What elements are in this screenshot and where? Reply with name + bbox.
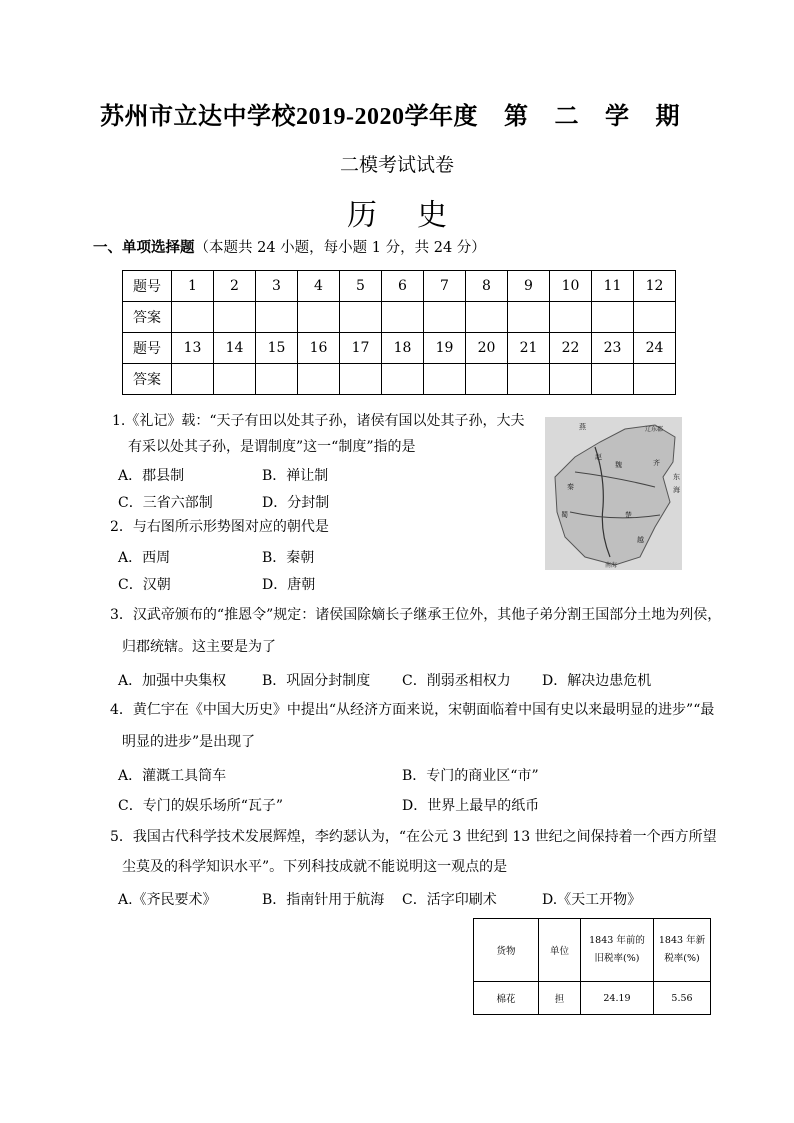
q2-option-c[interactable]: C．汉朝 <box>118 577 171 593</box>
qnum-cell: 5 <box>340 271 382 302</box>
qnum-cell: 1 <box>172 271 214 302</box>
qnum-cell: 3 <box>256 271 298 302</box>
answer-cell[interactable] <box>256 302 298 333</box>
new-rate-line2: 税率(%) <box>664 953 700 964</box>
qnum-cell: 21 <box>508 333 550 364</box>
answer-grid <box>122 270 676 395</box>
q5-option-b[interactable]: B．指南针用于航海 <box>262 892 385 908</box>
qnum-cell: 22 <box>550 333 592 364</box>
map-label-3: 齐 <box>653 459 660 467</box>
q4-option-b[interactable]: B．专门的商业区“市” <box>402 768 539 784</box>
question-4-line-2: 明显的进步”是出现了 <box>122 734 256 750</box>
answer-cell[interactable] <box>172 302 214 333</box>
qnum-cell: 20 <box>466 333 508 364</box>
question-5-line-2: 尘莫及的科学知识水平”。下列科技成就不能说明这一观点的是 <box>122 859 508 875</box>
q4-option-a[interactable]: A．灌溉工具筒车 <box>118 768 227 784</box>
title-year: 2019-2020 <box>296 104 405 130</box>
tariff-header-row <box>474 919 711 982</box>
title-term-1: 第 <box>504 101 529 130</box>
answer-cell[interactable] <box>172 364 214 395</box>
qnum-cell: 17 <box>340 333 382 364</box>
new-rate-line1: 1843 年新 <box>658 935 706 946</box>
qnum-cell: 23 <box>592 333 634 364</box>
answer-cell[interactable] <box>634 364 676 395</box>
answer-cell[interactable] <box>256 364 298 395</box>
q3-option-a[interactable]: A．加强中央集权 <box>118 673 227 689</box>
answer-cell[interactable] <box>214 302 256 333</box>
answer-grid-row-q1 <box>123 271 676 302</box>
answer-cell[interactable] <box>382 364 424 395</box>
qnum-cell: 9 <box>508 271 550 302</box>
tariff-header-unit: 单位 <box>539 919 581 982</box>
tariff-cell-new-rate: 5.56 <box>654 982 711 1015</box>
qnum-cell: 2 <box>214 271 256 302</box>
qnum-cell: 11 <box>592 271 634 302</box>
map-label-2: 辽东郡 <box>645 426 664 433</box>
answer-cell[interactable] <box>424 302 466 333</box>
answer-cell[interactable] <box>508 364 550 395</box>
map-label-1: 燕 <box>579 423 586 431</box>
qnum-cell: 6 <box>382 271 424 302</box>
section-heading <box>93 236 486 257</box>
title-term-4: 期 <box>655 101 680 130</box>
q1-option-a[interactable]: A．郡县制 <box>118 468 185 484</box>
map-label-10: 南海 <box>605 562 618 569</box>
q3-option-c[interactable]: C．削弱丞相权力 <box>402 673 511 689</box>
answer-cell[interactable] <box>634 302 676 333</box>
answer-cell[interactable] <box>298 364 340 395</box>
q3-option-b[interactable]: B．巩固分封制度 <box>262 673 371 689</box>
row-label-answer: 答案 <box>123 364 172 395</box>
old-rate-line2: 旧税率(%) <box>594 953 640 964</box>
row-label-question: 题号 <box>123 333 172 364</box>
map-label-8: 秦 <box>567 483 574 491</box>
tariff-row <box>474 982 711 1015</box>
map-label-5: 赵 <box>595 453 602 461</box>
q1-option-d[interactable]: D．分封制 <box>262 495 330 511</box>
map-label-6: 楚 <box>625 511 632 519</box>
answer-grid-row-q2 <box>123 333 676 364</box>
question-1-line-2: 有采以处其子孙，是谓制度”这一“制度”指的是 <box>128 439 416 455</box>
answer-cell[interactable] <box>214 364 256 395</box>
qnum-cell: 4 <box>298 271 340 302</box>
question-4-line-1: 4．黄仁宇在《中国大历史》中提出“从经济方面来说，宋朝面临着中国有史以来最明显的进步”“最 <box>110 702 715 718</box>
qnum-cell: 16 <box>298 333 340 364</box>
map-drawing <box>545 417 682 570</box>
answer-cell[interactable] <box>340 302 382 333</box>
answer-cell[interactable] <box>550 302 592 333</box>
q1-option-c[interactable]: C．三省六部制 <box>118 495 213 511</box>
answer-cell[interactable] <box>592 364 634 395</box>
q1-option-b[interactable]: B．禅让制 <box>262 468 329 484</box>
q5-option-c[interactable]: C．活字印刷术 <box>402 892 497 908</box>
q4-option-c[interactable]: C．专门的娱乐场所“瓦子” <box>118 798 284 814</box>
q5-option-d[interactable]: D.《天工开物》 <box>542 892 642 908</box>
title-term-2: 二 <box>554 101 579 130</box>
question-5-line-1: 5．我国古代科学技术发展辉煌，李约瑟认为，“在公元 3 世纪到 13 世纪之间保持着一个西方所望 <box>110 829 717 845</box>
qnum-cell: 18 <box>382 333 424 364</box>
map-label-4: 魏 <box>615 461 622 469</box>
answer-cell[interactable] <box>508 302 550 333</box>
answer-cell[interactable] <box>466 302 508 333</box>
qnum-cell: 8 <box>466 271 508 302</box>
row-label-question: 题号 <box>123 271 172 302</box>
answer-grid-row-a1 <box>123 302 676 333</box>
q5-option-a[interactable]: A.《齐民要术》 <box>118 892 217 908</box>
exam-subtitle: 二模考试试卷 <box>339 154 454 176</box>
qnum-cell: 14 <box>214 333 256 364</box>
qnum-cell: 12 <box>634 271 676 302</box>
q3-option-d[interactable]: D．解决边患危机 <box>542 673 652 689</box>
answer-cell[interactable] <box>298 302 340 333</box>
question-2-line-1: 2．与右图所示形势图对应的朝代是 <box>110 519 329 535</box>
tariff-header-goods: 货物 <box>474 919 539 982</box>
territory-map <box>545 417 682 570</box>
answer-cell[interactable] <box>382 302 424 333</box>
section-note: （本题共 24 小题，每小题 1 分，共 24 分） <box>194 240 486 256</box>
q4-option-d[interactable]: D．世界上最早的纸币 <box>402 798 540 814</box>
tariff-cell-old-rate: 24.19 <box>581 982 654 1015</box>
exam-title <box>100 96 700 131</box>
answer-cell[interactable] <box>592 302 634 333</box>
answer-cell[interactable] <box>466 364 508 395</box>
tariff-header-old-rate <box>581 919 654 982</box>
question-1-line-1: 1.《礼记》载：“天子有田以处其子孙，诸侯有国以处其子孙，大夫 <box>112 413 525 429</box>
qnum-cell: 7 <box>424 271 466 302</box>
qnum-cell: 10 <box>550 271 592 302</box>
q2-option-b[interactable]: B．秦朝 <box>262 550 315 566</box>
tariff-table <box>473 918 711 1015</box>
title-suffix: 学年度 <box>404 101 478 130</box>
answer-cell[interactable] <box>550 364 592 395</box>
map-label-12: 海 <box>673 486 680 494</box>
section-title: 一、单项选择题 <box>93 239 195 256</box>
tariff-cell-unit: 担 <box>539 982 581 1015</box>
answer-cell[interactable] <box>340 364 382 395</box>
title-term-3: 学 <box>605 101 630 130</box>
map-label-9: 蜀 <box>561 511 568 519</box>
row-label-answer: 答案 <box>123 302 172 333</box>
title-school: 苏州市立达中学校 <box>100 101 296 130</box>
map-label-11: 东 <box>673 473 680 481</box>
qnum-cell: 19 <box>424 333 466 364</box>
question-3-line-1: 3．汉武帝颁布的“推恩令”规定：诸侯国除嫡长子继承王位外，其他子弟分割王国部分土地为列侯， <box>110 607 722 623</box>
answer-grid-row-a2 <box>123 364 676 395</box>
question-3-line-2: 归郡统辖。这主要是为了 <box>122 639 276 655</box>
tariff-header-new-rate <box>654 919 711 982</box>
answer-cell[interactable] <box>424 364 466 395</box>
map-label-7: 越 <box>637 536 644 544</box>
q2-option-a[interactable]: A．西周 <box>118 550 171 566</box>
qnum-cell: 15 <box>256 333 298 364</box>
q2-option-d[interactable]: D．唐朝 <box>262 577 316 593</box>
qnum-cell: 24 <box>634 333 676 364</box>
subject-title: 历史 <box>347 198 487 233</box>
qnum-cell: 13 <box>172 333 214 364</box>
old-rate-line1: 1843 年前的 <box>589 935 645 946</box>
tariff-cell-goods: 棉花 <box>474 982 539 1015</box>
